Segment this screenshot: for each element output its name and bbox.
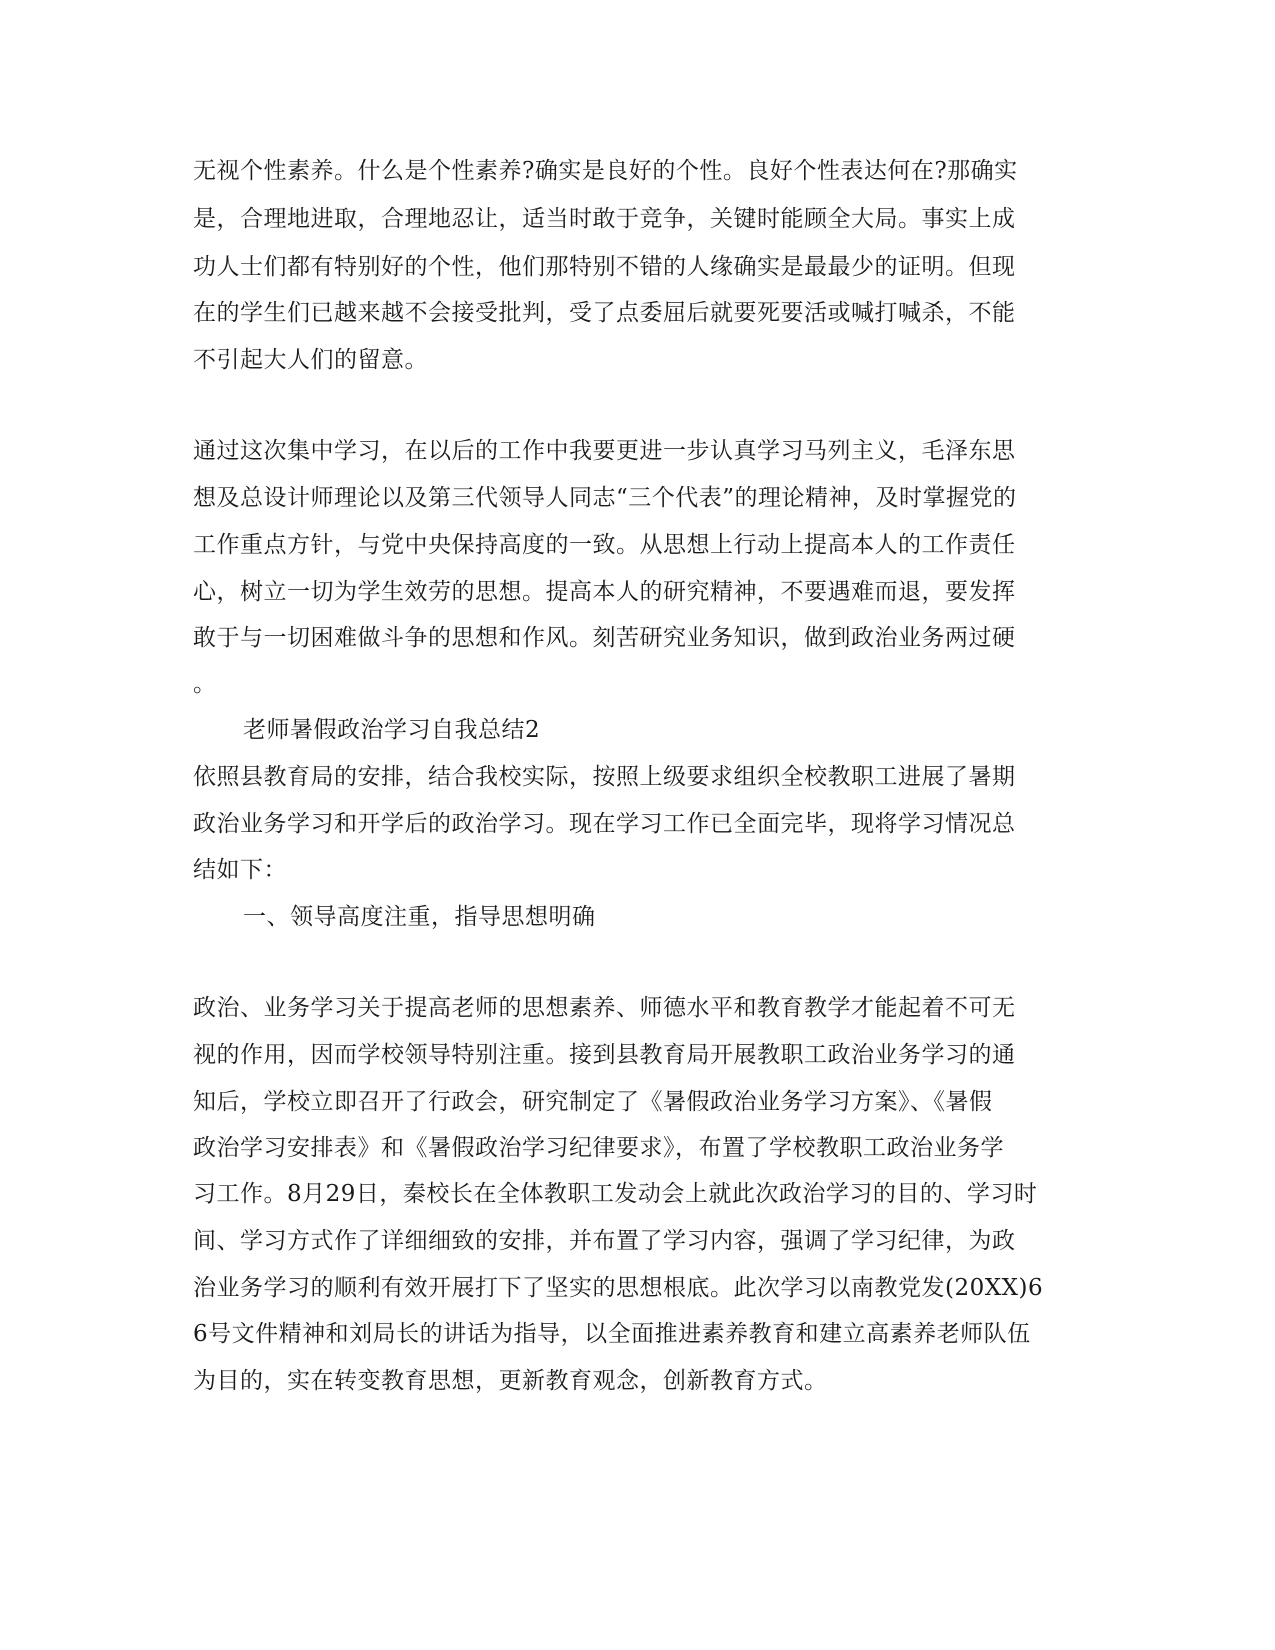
paragraph-1-line: 无视个性素养。什么是个性素养?确实是良好的个性。良好个性表达何在?那确实 — [193, 158, 1018, 184]
subheading: 一、领导高度注重，指导思想明确 — [243, 904, 596, 930]
paragraph-1-line: 是，合理地进取，合理地忍让，适当时敢于竞争，关键时能顾全大局。事实上成 — [193, 206, 1016, 232]
paragraph-4-line: 政治、业务学习关于提高老师的思想素养、师德水平和教育教学才能起着不可无 — [193, 995, 1016, 1021]
paragraph-2-line: 心，树立一切为学生效劳的思想。提高本人的研究精神，不要遇难而退，要发挥 — [193, 579, 1016, 605]
paragraph-4-line: 治业务学习的顺利有效开展打下了坚实的思想根底。此次学习以南教党发(20XX)6 — [193, 1275, 1044, 1301]
paragraph-2-line: 。 — [193, 671, 217, 697]
paragraph-2-line: 想及总设计师理论以及第三代领导人同志“三个代表”的理论精神，及时掌握党的 — [193, 485, 1017, 511]
paragraph-4-line: 视的作用，因而学校领导特别注重。接到县教育局开展教职工政治业务学习的通 — [193, 1042, 1016, 1068]
paragraph-2-line: 通过这次集中学习，在以后的工作中我要更进一步认真学习马列主义，毛泽东思 — [193, 438, 1016, 464]
paragraph-2-line: 工作重点方针，与党中央保持高度的一致。从思想上行动上提高本人的工作责任 — [193, 532, 1016, 558]
paragraph-4-line: 习工作。8月29日，秦校长在全体教职工发动会上就此次政治学习的目的、学习时 — [193, 1181, 1038, 1207]
paragraph-1-line: 功人士们都有特别好的个性，他们那特别不错的人缘确实是最最少的证明。但现 — [193, 254, 1016, 280]
section-title: 老师暑假政治学习自我总结2 — [243, 717, 541, 743]
paragraph-3-line: 依照县教育局的安排，结合我校实际，按照上级要求组织全校教职工进展了暑期 — [193, 764, 1016, 790]
paragraph-4-line: 知后，学校立即召开了行政会，研究制定了《暑假政治业务学习方案》、《暑假 — [193, 1089, 993, 1115]
paragraph-4-line: 政治学习安排表》和《暑假政治学习纪律要求》，布置了学校教职工政治业务学 — [193, 1135, 1004, 1161]
paragraph-4-line: 6号文件精神和刘局长的讲话为指导，以全面推进素养教育和建立高素养老师队伍 — [193, 1321, 1031, 1347]
paragraph-4-line: 为目的，实在转变教育思想，更新教育观念，创新教育方式。 — [193, 1368, 828, 1394]
paragraph-3-line: 政治业务学习和开学后的政治学习。现在学习工作已全面完毕，现将学习情况总 — [193, 811, 1016, 837]
paragraph-2-line: 敢于与一切困难做斗争的思想和作风。刻苦研究业务知识，做到政治业务两过硬 — [193, 625, 1016, 651]
paragraph-1-line: 不引起大人们的留意。 — [193, 347, 428, 373]
paragraph-1-line: 在的学生们已越来越不会接受批判，受了点委屈后就要死要活或喊打喊杀，不能 — [193, 300, 1016, 326]
paragraph-4-line: 间、学习方式作了详细细致的安排，并布置了学习内容，强调了学习纪律，为政 — [193, 1228, 1016, 1254]
paragraph-3-line: 结如下： — [193, 857, 287, 883]
